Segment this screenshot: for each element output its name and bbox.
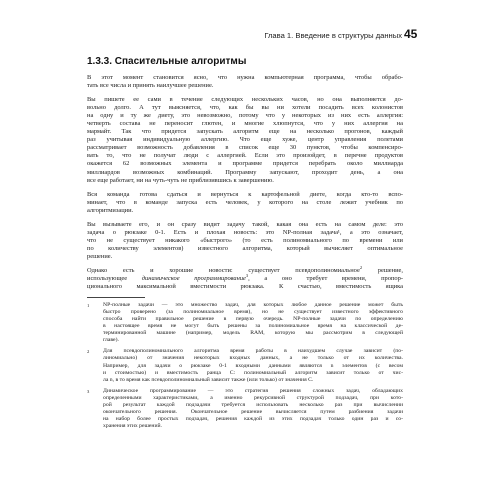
text-line: тать все числа и принять наилучшее решение.: [87, 82, 214, 90]
section-heading: 1.3.3. Спасительные алгоритмы: [87, 56, 247, 67]
text-line: Для псевдополиномиального алгоритма время работы в наихудшем случае зависит (по-: [103, 348, 403, 355]
footnote-marker: 3: [87, 388, 90, 394]
text-line: алгоритмизации.: [87, 206, 134, 214]
text-line: вать то, что не получат люди с аллергией. Если это произойдет, в перечне продуктов: [87, 152, 403, 160]
text-line: на набор более простых подзадач, решения каждой из этих подзадач только один раз и со-: [103, 415, 403, 422]
text-line: терминированной машине (например, модель RAM, которую мы рассмотрим в следующей: [103, 330, 403, 337]
text-line: Динамическое программирование — это стратегия решения сложных задач, обладающих: [103, 387, 403, 394]
text-line: Вся команда готова сдаться и вернуться к картофельной диете, когда кто-то вспо-: [87, 190, 403, 198]
text-line: хранения этих решений.: [103, 422, 162, 429]
paragraph-2: [87, 96, 403, 185]
text-run: , а оно требует времени, пропор-: [248, 275, 404, 283]
paragraph-1: [87, 74, 403, 90]
text-line: быстро проверено (за полиномиальное время), но не существует известного эффективного: [103, 309, 403, 316]
text-line: миллиардов возможных комбинаций. Программу запускают, проходит день, а она: [87, 168, 403, 176]
text-line: минает, что в команде запуска есть человек, у которого на столе лежит учебник по: [87, 198, 403, 206]
footnote-2: [87, 348, 403, 383]
text-line: рой результат каждой подзадачи требуется использовать несколько раз при вычислении: [103, 401, 403, 408]
text-line: ционального максимальной вместимости рюкзака. К счастью, вместимость ящика: [87, 283, 403, 291]
footnote-text: [103, 348, 403, 383]
text-line: в настоящее время не могут быть решены за полиномиальное время на классической де-: [103, 323, 403, 330]
text-line: все еще работает, ни на чуть-чуть не приблизившись к завершению.: [87, 176, 274, 184]
text-line: рассматривает возможность добавления в список еще 30 пунктов, чтобы компенсиро-: [87, 144, 403, 152]
footnote-3: [87, 388, 403, 430]
text-line: Вы вызываете его, и он сразу видит задачу такой, какая она есть на самом деле: это: [87, 220, 403, 228]
text-run: Однако есть и хорошие новости: существует псевдополиномиальное: [87, 266, 360, 274]
text-line: определенными характеристиками, а именно рекурсивной структурой подзадач, при кото-: [103, 394, 403, 401]
text-line: NP-полные задачи — это множество задач, для которых любое данное решение может быть: [103, 302, 403, 309]
paragraph-3: [87, 191, 403, 215]
text-line: окончательного решения. Окончательное решение вычисляется путем разбиения задачи: [103, 408, 403, 415]
paragraph-5: [87, 264, 404, 291]
text-line: окажется 62 возможных элемента и программе придется перебрать около миллиарда: [87, 160, 403, 168]
footnote-text: [103, 388, 403, 430]
text-line: В этот момент становится ясно, что нужна компьютерная программа, чтобы обрабо-: [87, 74, 403, 81]
text-line: раз учитывая индивидуальную аллергию. Что еще хуже, центр управления полетами: [87, 136, 403, 144]
text-line: и стоимостью) и вместимость ранца С: полиномиальный алгоритм зависит только от чис-: [103, 369, 403, 376]
text-line: четверть состава не переносит глютен, и многие хлюпнутся, что у них аллергия на: [87, 120, 403, 128]
text-run: использующее: [87, 275, 142, 283]
paragraph-4: [87, 221, 403, 261]
text-line: решение.: [87, 252, 113, 260]
text-line: мармайт. Так что придется запускать алгоритм еще на несколько прогонов, каждый: [87, 128, 403, 136]
footnote-1: [87, 302, 403, 344]
text-line: главе).: [103, 337, 119, 344]
text-line: ла n, в то время как псевдополиномиальный зависит также (или только) от значения С.: [103, 376, 314, 383]
footnote-ref-2: 2: [359, 264, 363, 270]
page-body: [87, 56, 403, 434]
text-line: [87, 272, 404, 283]
text-line: по количеству элементов) известного алгоритма, который вычисляет оптимальное: [87, 244, 403, 252]
text-line: что не существует никакого «быстрого» (то есть полиномиального по времени или: [87, 236, 403, 244]
text-line: Например, для задачи о рюкзаке 0-1 входными данными являются n элементов (с весом: [103, 362, 403, 369]
text-line: Вы пишете ее сами в течение следующих нескольких часов, но она выполняется до-: [87, 96, 403, 104]
text-line: вольно долго. А тут выясняется, что, как бы вы ни хотели посадить всех колонистов: [87, 104, 403, 112]
page-number: 45: [404, 27, 418, 41]
text-line: задача о рюкзаке 0-1. Есть и плохая новость: это NP-полная задача¹, а это означает,: [87, 228, 403, 236]
text-run: решение,: [362, 266, 403, 274]
footnote-divider: [87, 297, 145, 298]
emphasized-term: динамическое программирование: [141, 275, 246, 283]
text-line: на одну и ту же диету, это невозможно, потому что у некоторых из них есть аллергия:: [87, 112, 403, 120]
footnote-marker: 1: [87, 303, 90, 309]
footnote-text: [103, 302, 403, 344]
footnote-marker: 2: [87, 349, 90, 355]
text-line: способа найти правильное решение в первую очередь. NP-полные задачи по определению: [103, 316, 403, 323]
running-head: Глава 1. Введение в структуры данных: [264, 31, 402, 40]
footnote-ref-3: 3: [245, 272, 249, 278]
text-line: линомиально) от значения некоторых входных данных, а не только от их количества.: [103, 355, 403, 362]
